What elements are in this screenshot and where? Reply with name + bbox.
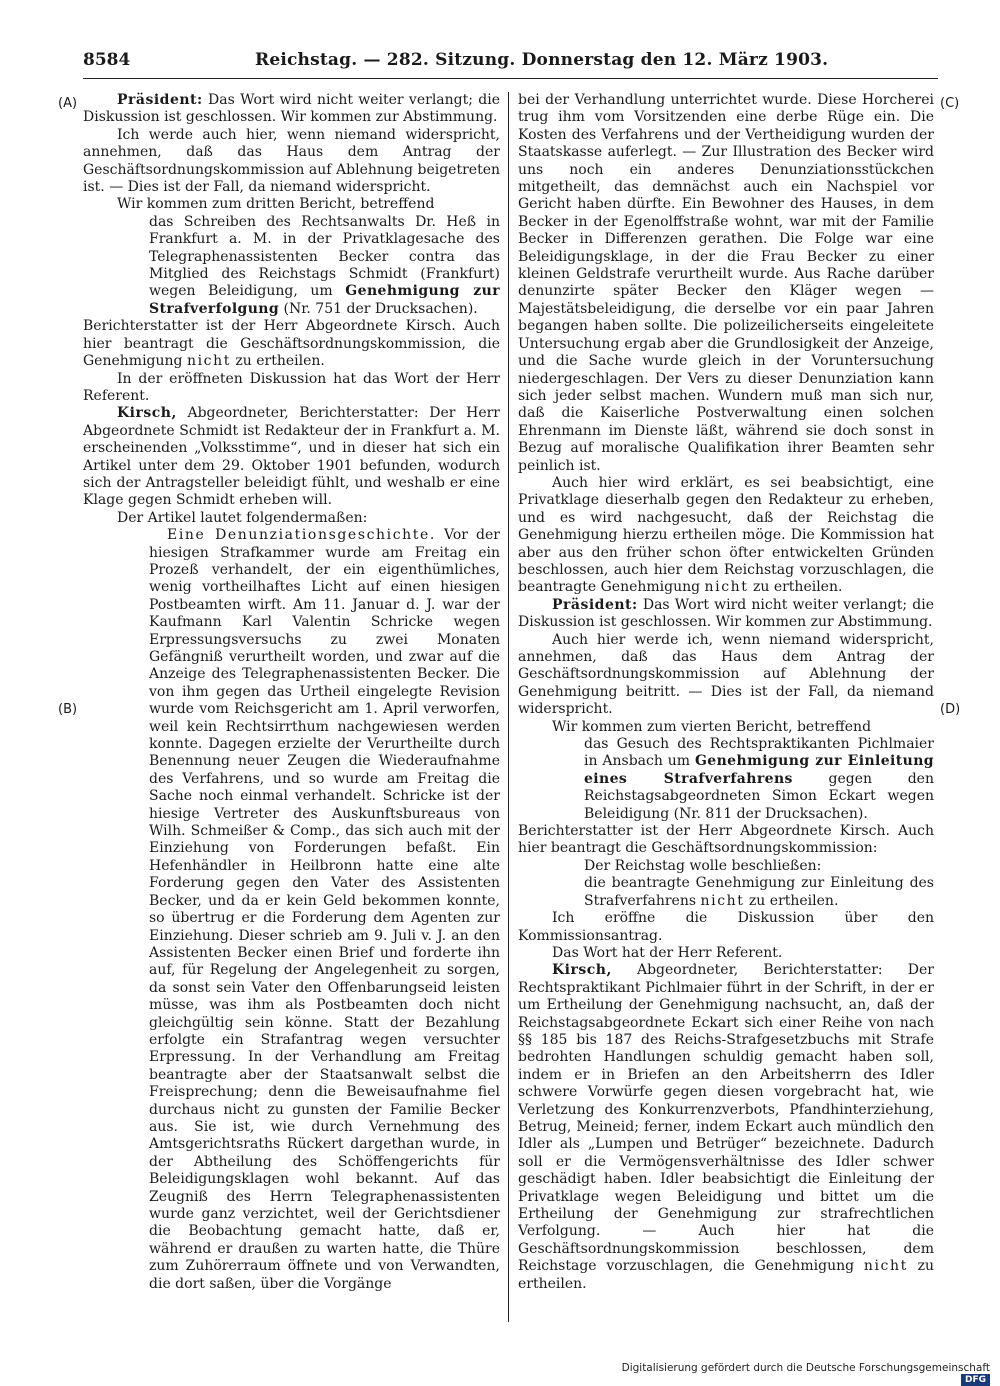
speaker-name: Kirsch, (552, 962, 612, 979)
speaker-name: Präsident: (552, 596, 638, 613)
quoted-article-continued: bei der Verhandlung unterrichtet wurde. Diese Horcherei trug ihm vom Vorsitzenden eine derbe Rüge ein. Die Kosten des Verfahrens und der Vertheidigung wurden der Staatskasse auferlegt. — Zur Illustration des Becker wird uns noch ein anderes Denunziationsstückchen mitgetheilt, das demnächst auch ein Nachspiel vor Gericht haben dürfte. Ein Bewohner des Hauses, in dem Becker in der Egenolffstraße wohnt, war mit der Familie Becker in Differenzen gerathen. Die Folge war eine Beleidigungsklage, in der die Frau Becker zu einer kleinen Geldstrafe verurtheilt wurde. Aus Rache darüber denunzirte später Becker den Kläger wegen — Majestätsbeleidigung, die derselbe vor ein paar Jahren begangen haben sollte. Die polizeilicherseits eingeleitete Untersuchung ergab aber die Grundlosigkeit der Anzeige, und die Sache wurde gleich in der Voruntersuchung niedergeschlagen. Der Vers zu dieser Denunziation kann sich jeder selbst machen. Wundern muß man sich nur, daß die Kaiserliche Postverwaltung einen solchen Ehrenmann im Dienste läßt, während sie doch sonst in Bezug auf moralische Qualifikation ihrer Beamten sehr peinlich ist. (518, 92, 934, 474)
footer-text: Digitalisierung gefördert durch die Deutsche Forschungsgemeinschaft (621, 1362, 990, 1374)
margin-mark-c: (C) (940, 96, 960, 111)
margin-mark-a: (A) (58, 96, 78, 111)
motion-text: die beantragte Genehmigung zur Einleitung des Strafverfahrens nicht zu ertheilen. (584, 875, 934, 909)
left-column (83, 92, 500, 1293)
paragraph: Der Reichstag wolle beschließen: (584, 857, 822, 874)
paragraph: Kirsch, Abgeordneter, Berichterstatter: Der Herr Abgeordnete Schmidt ist Redakteur der in Frankfurt a. M. erscheinenden „Volksstimme“, und in dieser hat sich ein Artikel unter dem 29. Oktober 1901 befunden, wodurch sich der Antragsteller beleidigt fühlt, und weshalb er eine Klage gegen Schmidt erheben will. (83, 405, 500, 509)
speaker-name: Kirsch, (117, 405, 177, 422)
paragraph: Berichterstatter ist der Herr Abgeordnete Kirsch. Auch hier beantragt die Geschäftsordnungskommission: (518, 823, 934, 857)
header-rule (83, 78, 938, 79)
running-head: Reichstag. — 282. Sitzung. Donnerstag den 12. März 1903. (255, 50, 829, 70)
paragraph: Wir kommen zum vierten Bericht, betreffend (552, 718, 872, 735)
paragraph: Der Artikel lautet folgendermaßen: (117, 509, 368, 526)
paragraph: Präsident: Das Wort wird nicht weiter verlangt; die Diskussion ist geschlossen. Wir kommen zur Abstimmung. (518, 596, 934, 631)
paragraph: Kirsch, Abgeordneter, Berichterstatter: Der Rechtspraktikant Pichlmaier führt in der Schrift, in der er um Ertheilung der Genehmigung nachsucht, an, daß der Reichstagsabgeordnete Eckart sich einer Reihe von nach §§ 185 bis 187 des Reichs-Strafgesetzbuchs mit Strafe bedrohten Handlungen schuldig gemacht haben soll, indem er in Briefen an den Arbeitsherrn des Idler schwere Vorwürfe gegen diesen vorgebracht hat, wie Verletzung des Konkurrenzverbots, Pfandhinterziehung, Betrug, Meineid; ferner, indem Eckart auch mündlich den Idler als „Lumpen und Betrüger“ bezeichnete. Dadurch soll er die Vermögensverhältnisse des Idler schwer geschädigt haben. Idler beabsichtigt die Einleitung der Privatklage wegen Beleidigung und bittet um die Ertheilung der Genehmigung zur strafrechtlichen Verfolgung. — Auch hier hat die Geschäftsordnungskommission beschlossen, dem Reichstage vorzuschlagen, die Genehmigung nicht zu ertheilen. (518, 962, 935, 1292)
margin-mark-d: (D) (940, 702, 961, 717)
page-header (83, 46, 938, 76)
paragraph: Auch hier werde ich, wenn niemand widerspricht, annehmen, daß das Haus dem Antrag der Geschäftsordnungskommission auf Ablehnung der Genehmigung beitritt. — Dies ist der Fall, da niemand widerspricht. (518, 631, 934, 718)
paragraph: Ich werde auch hier, wenn niemand widerspricht, annehmen, daß das Haus dem Antrag der Geschäftsordnungskommission auf Ablehnung beigetreten ist. — Dies ist der Fall, da niemand widerspricht. (83, 126, 500, 196)
paragraph: Berichterstatter ist der Herr Abgeordnete Kirsch. Auch hier beantragt die Geschäftsordnungskommission, die Genehmigung nicht zu ertheilen. (83, 318, 500, 370)
paragraph: In der eröffneten Diskussion hat das Wort der Herr Referent. (83, 370, 500, 404)
paragraph: Wir kommen zum dritten Bericht, betreffend (117, 196, 435, 213)
paragraph: Auch hier wird erklärt, es sei beabsichtigt, eine Privatklage dieserhalb gegen den Redakteur zu erheben, und es wird nachgesucht, daß der Reichstag die Genehmigung hierzu ertheilen möge. Die Kommission hat aber aus den früher schon öfter entwickelten Gründen beschlossen, auch hier dem Reichstag vorzuschlagen, die beantragte Genehmigung nicht zu ertheilen. (518, 474, 934, 596)
paragraph: Präsident: Das Wort wird nicht weiter verlangt; die Diskussion ist geschlossen. Wir kommen zur Abstimmung. (83, 92, 500, 126)
paragraph: Das Wort hat der Herr Referent. (552, 944, 783, 961)
margin-mark-b: (B) (58, 702, 78, 717)
footer-credit (600, 1362, 990, 1386)
speaker-name: Präsident: (117, 92, 203, 108)
agenda-item: das Schreiben des Rechtsanwalts Dr. Heß in Frankfurt a. M. in der Privatklagesache des Telegraphenassistenten Becker contra das Mitglied des Reichstags Schmidt (Frankfurt) wegen Beleidigung, um Genehmigung zur Strafverfolgung (Nr. 751 der Drucksachen). (149, 213, 500, 317)
quoted-article: Eine Denunziationsgeschichte. Vor der hiesigen Strafkammer wurde am Freitag ein Prozeß verhandelt, der ein eigenthümliches, wenig vortheilhaftes Licht auf einen hiesigen Postbeamten wirft. Am 11. Januar d. J. war der Kaufmann Karl Valentin Schricke wegen Erpressungsversuchs zu zwei Monaten Gefängniß verurtheilt worden, und zwar auf die Anzeige des Telegraphenassistenten Becker. Die von ihm gegen das Urtheil eingelegte Revision wurde vom Reichsgericht am 1. April verworfen, weil kein Rechtsirrthum nachgewiesen werden konnte. Dagegen erzielte der Verurtheilte durch Benennung neuer Zeugen die Wiederaufnahme des Verfahrens, und so wurde am Freitag die Sache noch einmal verhandelt. Schricke ist der hiesige Vertreter des Auskunftsbureaus von Wilh. Schmeißer & Comp., das sich auch mit der Einziehung von Forderungen befaßt. Ein Hefenhändler in Heilbronn hatte eine alte Forderung gegen den Vater des Assistenten Becker, und da er kein Geld bekommen konnte, so übertrug er die Forderung dem Agenten zur Einziehung. Dieser schrieb am 9. Juli v. J. an den Assistenten Becker einen Brief und forderte ihn auf, für Regelung der Angelegenheit zu sorgen, da sonst sein Vater den Offenbarungseid leisten müsse, was ihm als Postbeamten doch nicht gleichgültig sein könne. Statt der Bezahlung erfolgte ein Strafantrag wegen versuchter Erpressung. In der Verhandlung am Freitag beantragte aber der Staatsanwalt selbst die Freisprechung; denn die Beweisaufnahme fiel durchaus nicht zu gunsten der Familie Becker aus. Sie ist, wie durch Vernehmung des Amtsgerichtsraths Rückert dargethan wurde, in der Abtheilung des Schöffengerichts für Beleidigungsklagen wohl bekannt. Auf das Zeugniß des Herrn Telegraphenassistenten wurde ganz verzichtet, weil der Gerichtsdiener die Beobachtung gemacht hatte, daß er, während er draußen zu warten hatte, die Thüre zum Zuhörerraum öffnete und von Verwandten, die dort saßen, über die Vorgänge (149, 527, 500, 1292)
paragraph: Ich eröffne die Diskussion über den Kommissionsantrag. (518, 910, 934, 944)
page-number: 8584 (83, 50, 131, 70)
right-column (518, 92, 934, 1293)
agenda-item: das Gesuch des Rechtspraktikanten Pichlmaier in Ansbach um Genehmigung zur Einleitung eines Strafverfahrens gegen den Reichstagsabgeordneten Simon Eckart wegen Beleidigung (Nr. 811 der Drucksachen). (584, 736, 934, 822)
dfg-logo: DFG (961, 1374, 990, 1386)
